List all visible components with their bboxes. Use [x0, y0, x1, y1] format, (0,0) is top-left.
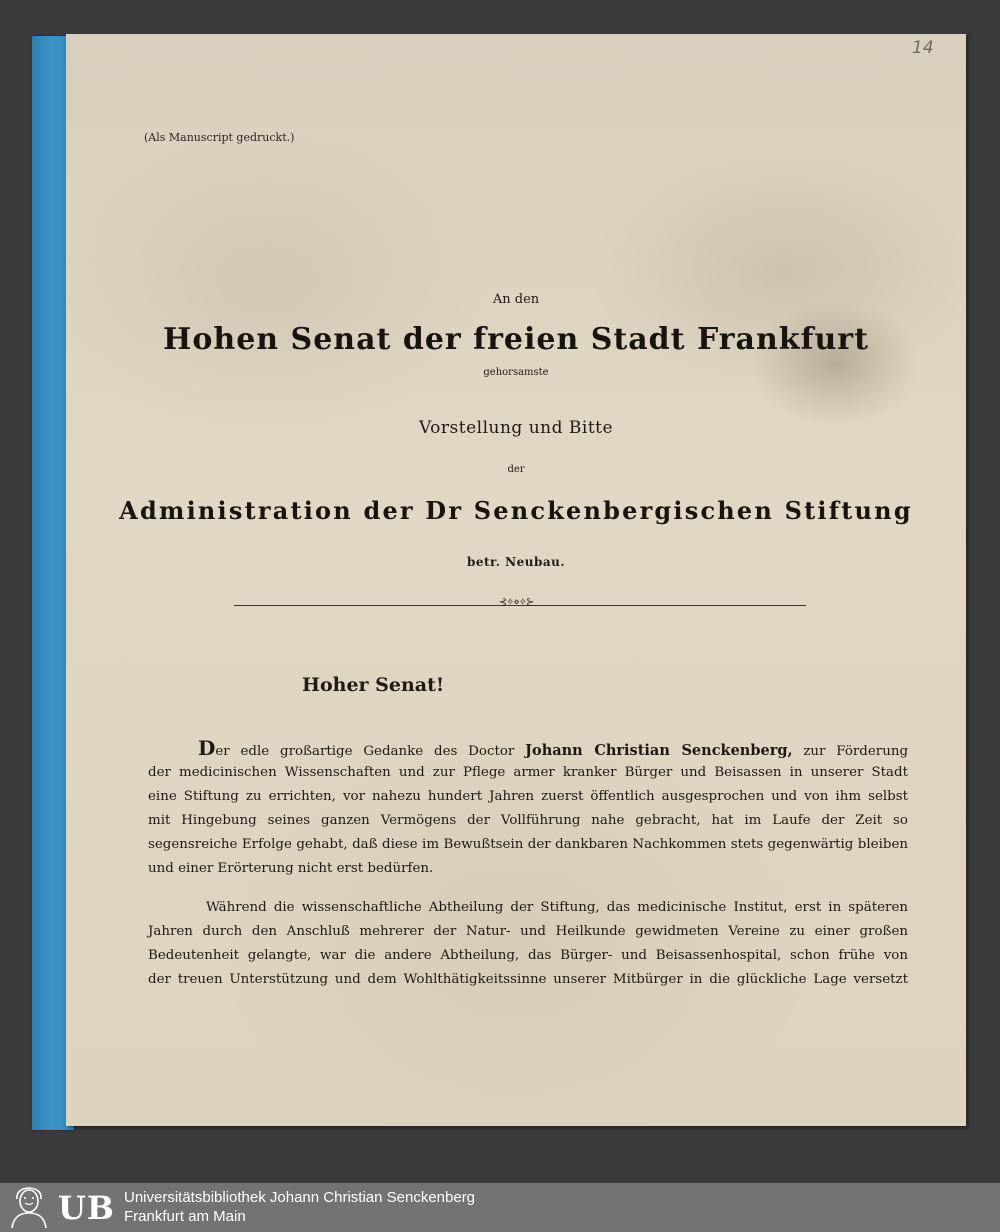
paragraph-1-line-6: und einer Erörterung nicht erst bedürfen. — [148, 861, 434, 876]
library-footer-bar — [0, 1183, 1000, 1232]
document-page — [66, 34, 966, 1126]
paragraph-1-line-1-pre: er edle großartige Gedanke des Doctor — [215, 744, 515, 759]
paragraph-1-line-1-post: zur Förderung — [803, 744, 909, 759]
page-number: 14 — [912, 38, 934, 58]
founder-name: Johann Christian Senckenberg, — [525, 742, 793, 759]
divider-ornament: ⊰✧⋄✧⊱ — [498, 597, 534, 608]
print-note: (Als Manuscript gedruckt.) — [144, 131, 295, 144]
drop-cap: D — [198, 736, 216, 760]
address-administration-title: Administration der Dr Senckenbergischen Stiftung — [119, 496, 913, 525]
paragraph-2-line-3: Bedeutenheit gelangte, war die andere Abtheilung, das Bürger- und Beisassenhospital, schon frühe von — [148, 948, 908, 963]
senckenberg-portrait-icon — [4, 1185, 54, 1229]
address-senate-title: Hohen Senat der freien Stadt Frankfurt — [163, 322, 869, 357]
footer-institution-city: Frankfurt am Main — [124, 1208, 246, 1225]
paragraph-1-line-4: mit Hingebung seines ganzen Vermögens der Vollführung nahe gebracht, hat im Laufe der Zeit so — [148, 813, 908, 828]
paragraph-1-line-5: segensreiche Erfolge gehabt, daß diese im Bewußtsein der dankbaren Nachkommen stets gegenwärtig bleiben — [148, 837, 908, 852]
ub-logo-text: UB — [58, 1189, 115, 1227]
address-subject: betr. Neubau. — [466, 555, 566, 569]
address-vorstellung: Vorstellung und Bitte — [418, 418, 614, 438]
address-gehorsamste: gehorsamste — [483, 367, 549, 378]
paragraph-2-line-1: Während die wissenschaftliche Abtheilung der Stiftung, das medicinische Institut, erst in späteren — [206, 900, 908, 915]
paragraph-2-line-4: der treuen Unterstützung und dem Wohlthätigkeitssinne unserer Mitbürger in die glückliche Lage versetzt — [148, 972, 908, 987]
paragraph-2-line-2: Jahren durch den Anschluß mehrerer der Natur- und Heilkunde gewidmeten Vereine zu einer großen — [148, 924, 908, 939]
footer-institution-name: Universitätsbibliothek Johann Christian Senckenberg — [124, 1189, 476, 1206]
salutation: Hoher Senat! — [302, 674, 445, 696]
paragraph-1-line-2: der medicinischen Wissenschaften und zur Pflege armer kranker Bürger und Beisassen in unserer Stadt — [148, 765, 908, 780]
paragraph-1-line-1 — [148, 736, 908, 760]
address-an-den: An den — [492, 292, 540, 307]
paragraph-1-line-3: eine Stiftung zu errichten, vor nahezu hundert Jahren zuerst öffentlich ausgesprochen und von ihm selbst — [148, 789, 908, 804]
address-der: der — [507, 464, 525, 475]
